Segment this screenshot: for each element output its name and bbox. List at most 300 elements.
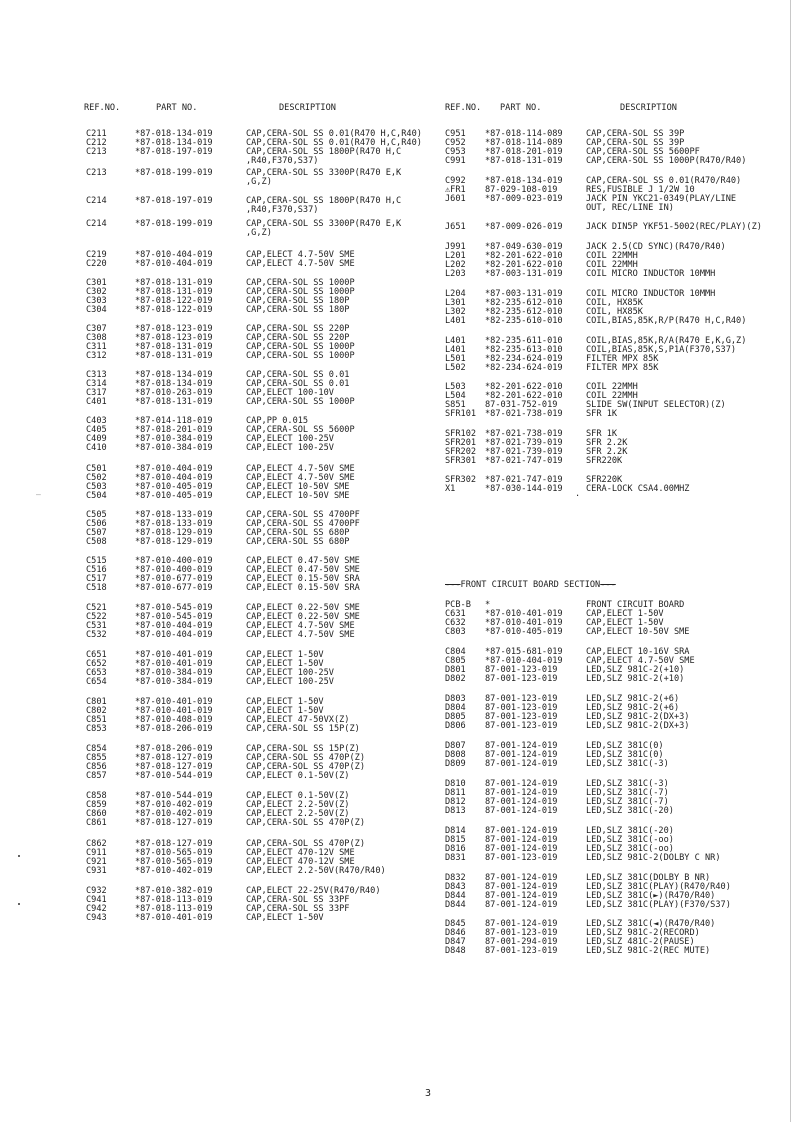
section-title-suffix: --- [600, 580, 616, 590]
description-cell: LED,SLZ 381C(DOLBY B NR) [586, 873, 711, 883]
description-cell: CAP,ELECT 10-50V SME [246, 491, 350, 501]
description-cell: CAP,ELECT 4.7-50V SME [586, 656, 695, 666]
description-cell: CAP,ELECT 0.15-50V SRA [246, 574, 360, 584]
description-cell: CAP,PP 0.015 [246, 416, 309, 426]
part-no-cell: *87-018-201-019 [485, 147, 563, 157]
ref-no-cell: C859 [86, 800, 107, 810]
description-cell: LED,SLZ 381C(-20) [586, 806, 674, 816]
description-cell: SFR220K [586, 475, 623, 485]
description-cell: CAP,CERA-SOL SS 3300P(R470 E,K [246, 168, 402, 178]
part-no-cell: *82-235-613-010 [485, 345, 563, 355]
part-no-cell: *87-018-131-019 [135, 351, 213, 361]
description-cell: CAP,CERA-SOL SS 4700PF [246, 510, 360, 520]
ref-no-cell: SFR101 [445, 409, 477, 419]
part-no-cell: *82-235-611-010 [485, 336, 563, 346]
part-no-cell: *82-201-622-010 [485, 382, 563, 392]
part-no-cell: *87-010-384-019 [135, 443, 213, 453]
part-no-cell: *87-018-114-089 [485, 129, 563, 139]
ref-no-cell: C953 [445, 147, 466, 157]
part-no-cell: *87-018-197-019 [135, 196, 213, 206]
ref-no-cell: D847 [445, 937, 466, 947]
part-no-cell: 87-001-123-019 [485, 712, 558, 722]
ref-no-cell: D808 [445, 750, 466, 760]
part-no-cell: *87-010-404-019 [135, 259, 213, 269]
description-cell: ,R40,F370,S37) [246, 156, 319, 166]
part-no-cell: *87-010-384-019 [135, 668, 213, 678]
description-cell: CAP,ELECT 100-25V [246, 677, 334, 687]
part-no-cell: *87-014-118-019 [135, 416, 213, 426]
ref-no-cell: D816 [445, 844, 466, 854]
description-cell: LED,SLZ 381C(-7) [586, 788, 669, 798]
ref-no-cell: ⚠FR1 [445, 185, 466, 195]
part-no-cell: *82-235-610-010 [485, 316, 563, 326]
part-no-cell: 87-001-124-019 [485, 779, 558, 789]
ref-no-cell: C943 [86, 913, 107, 923]
ref-no-cell: C532 [86, 630, 107, 640]
ref-no-cell: D806 [445, 721, 466, 731]
ref-no-cell: C502 [86, 473, 107, 483]
ref-no-cell: C507 [86, 528, 107, 538]
description-cell: CAP,ELECT 0.47-50V SME [246, 565, 360, 575]
ref-no-cell: C508 [86, 537, 107, 547]
part-no-cell: *87-010-401-019 [485, 609, 563, 619]
description-cell: JACK PIN YKC21-0349(PLAY/LINE [586, 194, 737, 204]
ref-no-cell: C213 [86, 147, 107, 157]
margin-dot [18, 903, 20, 905]
part-no-cell: *87-018-131-019 [135, 342, 213, 352]
description-cell: CERA-LOCK CSA4.00MHZ [586, 484, 690, 494]
description-cell: CAP,ELECT 0.22-50V SME [246, 612, 360, 622]
description-cell: CAP,CERA-SOL SS 220P [246, 333, 350, 343]
description-cell: ,R40,F370,S37) [246, 205, 319, 215]
ref-no-cell: C805 [445, 656, 466, 666]
ref-no-cell: C220 [86, 259, 107, 269]
ref-no-cell: L204 [445, 289, 466, 299]
section-title-prefix: --- [445, 580, 461, 590]
description-cell: JACK 2.5(CD SYNC)(R470/R40) [586, 242, 726, 252]
header-description: DESCRIPTION [279, 103, 336, 113]
ref-no-cell: L301 [445, 298, 466, 308]
ref-no-cell: D844 [445, 900, 466, 910]
ref-no-cell: J651 [445, 222, 466, 232]
part-no-cell: *87-010-404-019 [135, 464, 213, 474]
part-no-cell: *87-018-127-019 [135, 753, 213, 763]
description-cell: CAP,ELECT 1-50V [246, 697, 324, 707]
description-cell: CAP,CERA-SOL SS 0.01 [246, 370, 350, 380]
description-cell: SFR 2.2K [586, 438, 628, 448]
description-cell: FILTER MPX 85K [586, 354, 659, 364]
description-cell: LED,SLZ 381C(-3) [586, 779, 669, 789]
part-no-cell: *87-018-134-019 [135, 370, 213, 380]
part-no-cell: *87-010-404-019 [135, 621, 213, 631]
part-no-cell: *87-010-405-019 [485, 627, 563, 637]
ref-no-cell: C516 [86, 565, 107, 575]
ref-no-cell: C860 [86, 809, 107, 819]
part-no-cell: *87-010-401-019 [135, 706, 213, 716]
section-title-text: FRONT CIRCUIT BOARD SECTION [460, 580, 601, 590]
ref-no-cell: C855 [86, 753, 107, 763]
description-cell: CAP,CERA-SOL SS 1000P [246, 397, 355, 407]
ref-no-cell: D813 [445, 806, 466, 816]
description-cell: CAP,ELECT 2.2-50V(Z) [246, 809, 350, 819]
description-cell: CAP,ELECT 1-50V [586, 618, 664, 628]
description-cell: CAP,ELECT 100-10V [246, 388, 334, 398]
description-cell: CAP,ELECT 4.7-50V SME [246, 473, 355, 483]
part-no-cell: *82-235-612-010 [485, 307, 563, 317]
part-no-cell: *87-010-404-019 [135, 630, 213, 640]
description-cell: LED,SLZ 381C(0) [586, 750, 664, 760]
ref-no-cell: D846 [445, 928, 466, 938]
part-no-cell: 87-001-123-019 [485, 946, 558, 956]
description-cell: CAP,ELECT 47-50VX(Z) [246, 715, 350, 725]
description-cell: LED,SLZ 381C(PLAY)(F370/S37) [586, 900, 731, 910]
part-no-cell: *87-015-681-019 [485, 647, 563, 657]
description-cell: LED,SLZ 981C-2(+10) [586, 674, 685, 684]
description-cell: CAP,ELECT 100-25V [246, 434, 334, 444]
description-cell: SFR 2.2K [586, 447, 628, 457]
ref-no-cell: D815 [445, 835, 466, 845]
part-no-cell: 87-001-124-019 [485, 919, 558, 929]
ref-no-cell: C651 [86, 650, 107, 660]
part-no-cell: 87-001-123-019 [485, 928, 558, 938]
part-no-cell: *82-201-622-010 [485, 251, 563, 261]
ref-no-cell: L504 [445, 391, 466, 401]
part-no-cell: 87-001-124-019 [485, 788, 558, 798]
ref-no-cell: C952 [445, 138, 466, 148]
description-cell: CAP,CERA-SOL SS 1800P(R470 H,C [246, 196, 402, 206]
part-no-cell: *87-010-402-019 [135, 800, 213, 810]
margin-dot [18, 855, 20, 857]
part-no-cell: *82-234-624-019 [485, 363, 563, 373]
ref-no-cell: C312 [86, 351, 107, 361]
description-cell: COIL 22MMH [586, 251, 638, 261]
part-no-cell: *87-010-384-019 [135, 434, 213, 444]
ref-no-cell: D803 [445, 694, 466, 704]
ref-no-cell: C802 [86, 706, 107, 716]
description-cell: COIL 22MMH [586, 391, 638, 401]
ref-no-cell: SFR301 [445, 456, 477, 466]
part-no-cell: 87-001-124-019 [485, 900, 558, 910]
part-no-cell: *87-018-123-019 [135, 333, 213, 343]
description-cell: SLIDE SW(INPUT SELECTOR)(Z) [586, 400, 726, 410]
part-no-cell: *87-010-405-019 [135, 482, 213, 492]
description-cell: CAP,ELECT 0.1-50V(Z) [246, 791, 350, 801]
ref-no-cell: SFR201 [445, 438, 477, 448]
description-cell: CAP,ELECT 0.15-50V SRA [246, 583, 360, 593]
part-no-cell: 87-001-124-019 [485, 891, 558, 901]
stray-mark: . [575, 489, 581, 499]
ref-no-cell: C631 [445, 609, 466, 619]
ref-no-cell: C857 [86, 771, 107, 781]
description-cell: FRONT CIRCUIT BOARD [586, 600, 685, 610]
part-no-cell: *87-018-131-019 [485, 156, 563, 166]
part-no-cell: *87-003-131-019 [485, 289, 563, 299]
description-cell: SFR220K [586, 456, 623, 466]
ref-no-cell: C861 [86, 818, 107, 828]
ref-no-cell: L201 [445, 251, 466, 261]
ref-no-cell: C858 [86, 791, 107, 801]
part-no-cell: *87-010-677-019 [135, 574, 213, 584]
description-cell: LED,SLZ 981C-2(DX+3) [586, 721, 690, 731]
description-cell: LED,SLZ 381C(►)(R470/R40) [586, 891, 716, 901]
part-no-cell: *87-018-131-019 [135, 278, 213, 288]
part-no-cell: *87-018-114-089 [485, 138, 563, 148]
part-no-cell: 87-001-124-019 [485, 835, 558, 845]
part-no-cell: *87-010-404-019 [135, 473, 213, 483]
part-no-cell: * [485, 600, 491, 610]
part-no-cell: 87-031-752-019 [485, 400, 558, 410]
part-no-cell: *87-018-199-019 [135, 219, 213, 229]
ref-no-cell: C862 [86, 839, 107, 849]
header-part-no: PART NO. [500, 103, 542, 113]
ref-no-cell: SFR102 [445, 429, 477, 439]
part-no-cell: *87-018-134-019 [135, 129, 213, 139]
part-no-cell: *87-010-404-019 [135, 250, 213, 260]
description-cell: CAP,CERA-SOL SS 5600PF [586, 147, 700, 157]
ref-no-cell: D804 [445, 703, 466, 713]
description-cell: CAP,CERA-SOL SS 39P [586, 138, 685, 148]
ref-no-cell: C991 [445, 156, 466, 166]
description-cell: COIL, HX85K [586, 298, 643, 308]
description-cell: COIL,BIAS,85K,R/P(R470 H,C,R40) [586, 316, 747, 326]
description-cell: COIL 22MMH [586, 260, 638, 270]
description-cell: CAP,CERA-SOL SS 33PF [246, 895, 350, 905]
part-no-cell: *87-018-129-019 [135, 537, 213, 547]
part-no-cell: *87-010-401-019 [135, 650, 213, 660]
part-no-cell: 87-001-124-019 [485, 750, 558, 760]
part-no-cell: 87-001-294-019 [485, 937, 558, 947]
ref-no-cell: C941 [86, 895, 107, 905]
column-header [86, 103, 444, 115]
ref-no-cell: D814 [445, 826, 466, 836]
margin-mark: — [36, 490, 41, 499]
part-no-cell: *87-018-197-019 [135, 147, 213, 157]
description-cell: CAP,CERA-SOL SS 0.01(R470 H,C,R40) [246, 138, 422, 148]
description-cell: ,G,Z) [246, 228, 272, 238]
description-cell: CAP,CERA-SOL SS 680P [246, 528, 350, 538]
part-no-cell: 87-001-123-019 [485, 665, 558, 675]
ref-no-cell: L501 [445, 354, 466, 364]
description-cell: CAP,CERA-SOL SS 470P(Z) [246, 818, 365, 828]
ref-no-cell: C911 [86, 848, 107, 858]
description-cell: COIL MICRO INDUCTOR 10MMH [586, 269, 716, 279]
part-no-cell: *87-018-122-019 [135, 305, 213, 315]
description-cell: LED,SLZ 481C-2(PAUSE) [586, 937, 695, 947]
description-cell: CAP,ELECT 1-50V [586, 609, 664, 619]
ref-no-cell: C409 [86, 434, 107, 444]
ref-no-cell: C403 [86, 416, 107, 426]
ref-no-cell: D810 [445, 779, 466, 789]
description-cell: CAP,ELECT 470-12V SME [246, 857, 355, 867]
description-cell: SFR 1K [586, 429, 618, 439]
part-no-cell: *87-018-199-019 [135, 168, 213, 178]
description-cell: LED,SLZ 981C-2(REC MUTE) [586, 946, 711, 956]
part-no-cell: *87-021-747-019 [485, 475, 563, 485]
ref-no-cell: C854 [86, 744, 107, 754]
description-cell: CAP,ELECT 4.7-50V SME [246, 621, 355, 631]
description-cell: CAP,ELECT 1-50V [246, 650, 324, 660]
description-cell: CAP,CERA-SOL SS 15P(Z) [246, 744, 360, 754]
description-cell: CAP,ELECT 10-50V SME [586, 627, 690, 637]
ref-no-cell: C856 [86, 762, 107, 772]
ref-no-cell: PCB-B [445, 600, 471, 610]
part-no-cell: *87-018-131-019 [135, 287, 213, 297]
description-cell: CAP,ELECT 4.7-50V SME [246, 630, 355, 640]
description-cell: OUT, REC/LINE IN) [586, 203, 674, 213]
ref-no-cell: C405 [86, 425, 107, 435]
description-cell: LED,SLZ 381C(-oo) [586, 844, 674, 854]
ref-no-cell: D805 [445, 712, 466, 722]
description-cell: COIL 22MMH [586, 382, 638, 392]
ref-no-cell: J991 [445, 242, 466, 252]
ref-no-cell: C932 [86, 886, 107, 896]
description-cell: CAP,CERA-SOL SS 1000P [246, 342, 355, 352]
description-cell: CAP,ELECT 100-25V [246, 668, 334, 678]
description-cell: CAP,ELECT 4.7-50V SME [246, 259, 355, 269]
part-no-cell: *87-021-738-019 [485, 409, 563, 419]
part-no-cell: 87-001-124-019 [485, 797, 558, 807]
part-no-cell: 87-029-108-019 [485, 185, 558, 195]
ref-no-cell: C522 [86, 612, 107, 622]
description-cell: LED,SLZ 981C-2(+10) [586, 665, 685, 675]
part-no-cell: 87-001-123-019 [485, 721, 558, 731]
part-no-cell: 87-001-123-019 [485, 694, 558, 704]
description-cell: CAP,ELECT 1-50V [246, 706, 324, 716]
description-cell: CAP,CERA-SOL SS 220P [246, 324, 350, 334]
ref-no-cell: L401 [445, 336, 466, 346]
ref-no-cell: D809 [445, 759, 466, 769]
part-no-cell: *87-010-263-019 [135, 388, 213, 398]
description-cell: LED,SLZ 381C(◄)(R470/R40) [586, 919, 716, 929]
part-no-cell: *87-018-127-019 [135, 839, 213, 849]
description-cell: LED,SLZ 981C-2(+6) [586, 694, 680, 704]
description-cell: CAP,CERA-SOL SS 5600P [246, 425, 355, 435]
description-cell: CAP,CERA-SOL SS 680P [246, 537, 350, 547]
ref-no-cell: C410 [86, 443, 107, 453]
description-cell: CAP,ELECT 1-50V [246, 659, 324, 669]
ref-no-cell: C308 [86, 333, 107, 343]
part-no-cell: *87-010-408-019 [135, 715, 213, 725]
description-cell: CAP,ELECT 0.47-50V SME [246, 556, 360, 566]
description-cell: COIL,BIAS,85K,R/A(R470 E,K,G,Z) [586, 336, 747, 346]
part-no-cell: *82-234-624-019 [485, 354, 563, 364]
ref-no-cell: D831 [445, 853, 466, 863]
ref-no-cell: C804 [445, 647, 466, 657]
part-no-cell: *87-018-123-019 [135, 324, 213, 334]
part-no-cell: 87-001-124-019 [485, 826, 558, 836]
ref-no-cell: C401 [86, 397, 107, 407]
ref-no-cell: C317 [86, 388, 107, 398]
part-no-cell: 87-001-123-019 [485, 703, 558, 713]
part-no-cell: *87-049-630-019 [485, 242, 563, 252]
ref-no-cell: D811 [445, 788, 466, 798]
part-no-cell: *82-201-622-010 [485, 391, 563, 401]
description-cell: CAP,CERA-SOL SS 470P(Z) [246, 753, 365, 763]
description-cell: LED,SLZ 381C(-oo) [586, 835, 674, 845]
description-cell: LED,SLZ 981C-2(+6) [586, 703, 680, 713]
part-no-cell: 87-001-124-019 [485, 882, 558, 892]
description-cell: CAP,ELECT 4.7-50V SME [246, 464, 355, 474]
ref-no-cell: C303 [86, 296, 107, 306]
ref-no-cell: C921 [86, 857, 107, 867]
description-cell: CAP,CERA-SOL SS 180P [246, 296, 350, 306]
ref-no-cell: C851 [86, 715, 107, 725]
header-description: DESCRIPTION [620, 103, 677, 113]
ref-no-cell: C505 [86, 510, 107, 520]
part-no-cell: *87-021-739-019 [485, 438, 563, 448]
part-no-cell: *82-201-622-010 [485, 260, 563, 270]
description-cell: COIL MICRO INDUCTOR 10MMH [586, 289, 716, 299]
part-no-cell: 87-001-123-019 [485, 674, 558, 684]
part-no-cell: *87-018-113-019 [135, 904, 213, 914]
description-cell: CAP,CERA-SOL SS 39P [586, 129, 685, 139]
description-cell: CAP,CERA-SOL SS 0.01 [246, 379, 350, 389]
ref-no-cell: C211 [86, 129, 107, 139]
part-no-cell: *87-010-384-019 [135, 677, 213, 687]
ref-no-cell: C653 [86, 668, 107, 678]
description-cell: CAP,ELECT 470-12V SME [246, 848, 355, 858]
ref-no-cell: C951 [445, 129, 466, 139]
ref-no-cell: D844 [445, 891, 466, 901]
description-cell: RES,FUSIBLE J 1/2W 10 [586, 185, 695, 195]
ref-no-cell: C219 [86, 250, 107, 260]
part-no-cell: *87-030-144-019 [485, 484, 563, 494]
description-cell: CAP,CERA-SOL SS 1000P [246, 351, 355, 361]
ref-no-cell: S851 [445, 400, 466, 410]
part-no-cell: *87-010-565-019 [135, 857, 213, 867]
part-no-cell: *87-010-404-019 [485, 656, 563, 666]
description-cell: FILTER MPX 85K [586, 363, 659, 373]
part-no-cell: *87-018-206-019 [135, 724, 213, 734]
ref-no-cell: SFR202 [445, 447, 477, 457]
ref-no-cell: C503 [86, 482, 107, 492]
description-cell: CAP,ELECT 10-16V SRA [586, 647, 690, 657]
ref-no-cell: SFR302 [445, 475, 477, 485]
part-no-cell: *87-010-401-019 [135, 913, 213, 923]
description-cell: CAP,CERA-SOL SS 1000P(R470/R40) [586, 156, 747, 166]
ref-no-cell: C214 [86, 219, 107, 229]
part-no-cell: 87-001-124-019 [485, 741, 558, 751]
ref-no-cell: C515 [86, 556, 107, 566]
description-cell: CAP,CERA-SOL SS 0.01(R470/R40) [586, 176, 742, 186]
ref-no-cell: C632 [445, 618, 466, 628]
ref-no-cell: J601 [445, 194, 466, 204]
part-no-cell: *87-018-129-019 [135, 528, 213, 538]
ref-no-cell: D832 [445, 873, 466, 883]
description-cell: CAP,CERA-SOL SS 1000P [246, 278, 355, 288]
ref-no-cell: C803 [445, 627, 466, 637]
part-no-cell: 87-001-124-019 [485, 759, 558, 769]
description-cell: CAP,CERA-SOL SS 3300P(R470 E,K [246, 219, 402, 229]
ref-no-cell: C506 [86, 519, 107, 529]
description-cell: CAP,ELECT 10-50V SME [246, 482, 350, 492]
description-cell: CAP,CERA-SOL SS 1800P(R470 H,C [246, 147, 402, 157]
ref-no-cell: C212 [86, 138, 107, 148]
part-no-cell: *87-010-565-019 [135, 848, 213, 858]
part-no-cell: *87-018-133-019 [135, 510, 213, 520]
part-no-cell: *87-021-738-019 [485, 429, 563, 439]
ref-no-cell: D807 [445, 741, 466, 751]
description-cell: ,G,Z) [246, 177, 272, 187]
part-no-cell: 87-001-124-019 [485, 873, 558, 883]
ref-no-cell: C654 [86, 677, 107, 687]
header-ref-no: REF.NO. [445, 103, 482, 113]
part-no-cell: *87-010-382-019 [135, 886, 213, 896]
page-edge-line [790, 0, 791, 1122]
ref-no-cell: C214 [86, 196, 107, 206]
description-cell: COIL, HX85K [586, 307, 643, 317]
ref-no-cell: L502 [445, 363, 466, 373]
